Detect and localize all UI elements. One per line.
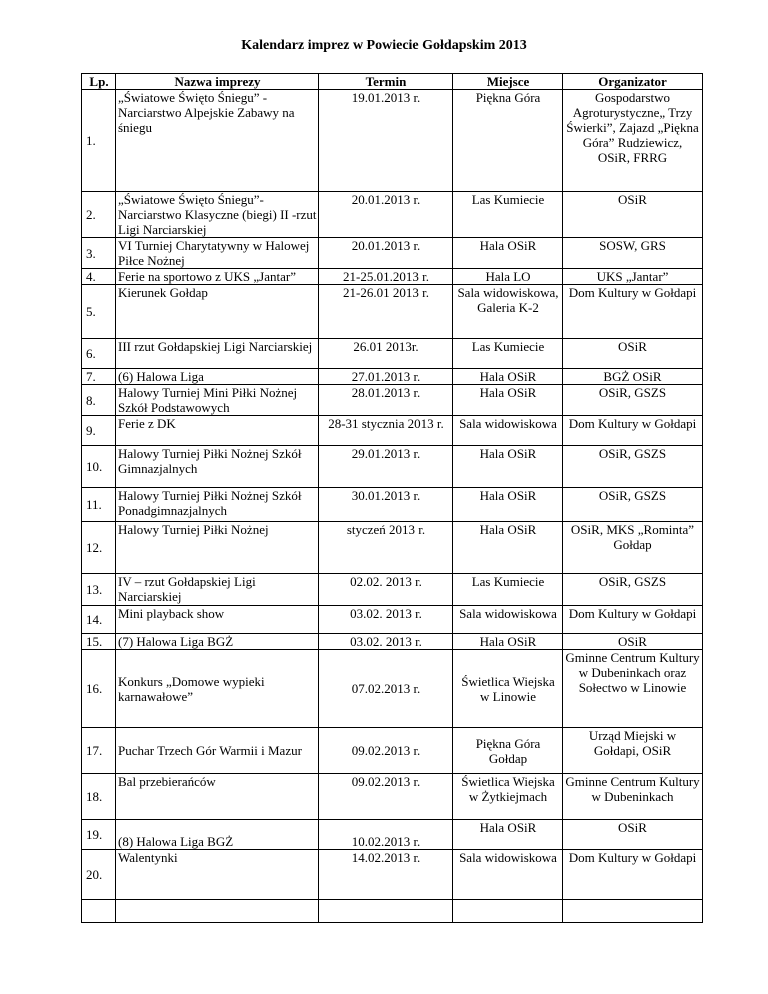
row-number: 16. bbox=[82, 650, 116, 728]
event-name: (8) Halowa Liga BGŻ bbox=[116, 820, 319, 850]
header-name: Nazwa imprezy bbox=[116, 74, 319, 90]
event-organizer: Dom Kultury w Gołdapi bbox=[563, 285, 702, 339]
event-organizer: Gminne Centrum Kultury w Dubeninkach bbox=[563, 774, 702, 820]
row-number: 19. bbox=[82, 820, 116, 850]
table-row bbox=[82, 339, 702, 369]
table-row bbox=[82, 285, 702, 339]
row-number: 5. bbox=[82, 285, 116, 339]
table-row bbox=[82, 446, 702, 488]
row-number: 11. bbox=[82, 488, 116, 522]
header-row bbox=[82, 74, 702, 90]
row-number: 14. bbox=[82, 606, 116, 634]
event-term: 09.02.2013 r. bbox=[319, 728, 453, 774]
event-name: „Światowe Święto Śniegu”- Narciarstwo Klasyczne (biegi) II -rzut Ligi Narciarskiej bbox=[116, 192, 319, 238]
event-name: Ferie na sportowo z UKS „Jantar” bbox=[116, 269, 319, 285]
event-organizer: OSiR, MKS „Rominta” Gołdap bbox=[563, 522, 702, 574]
event-organizer: Dom Kultury w Gołdapi bbox=[563, 606, 702, 634]
event-term: 02.02. 2013 r. bbox=[319, 574, 453, 606]
event-name: „Światowe Święto Śniegu” - Narciarstwo Alpejskie Zabawy na śniegu bbox=[116, 90, 319, 192]
event-term: 14.02.2013 r. bbox=[319, 850, 453, 900]
event-name: Walentynki bbox=[116, 850, 319, 900]
event-organizer: OSiR, GSZS bbox=[563, 574, 702, 606]
event-place: Świetlica Wiejska w Linowie bbox=[453, 650, 563, 728]
event-name: Puchar Trzech Gór Warmii i Mazur bbox=[116, 728, 319, 774]
table-row bbox=[82, 369, 702, 385]
row-number: 13. bbox=[82, 574, 116, 606]
table-row bbox=[82, 192, 702, 238]
event-place: Las Kumiecie bbox=[453, 192, 563, 238]
row-number: 9. bbox=[82, 416, 116, 446]
event-organizer: OSiR bbox=[563, 820, 702, 850]
row-number: 2. bbox=[82, 192, 116, 238]
table-row bbox=[82, 488, 702, 522]
event-term: 20.01.2013 r. bbox=[319, 192, 453, 238]
event-term: 19.01.2013 r. bbox=[319, 90, 453, 192]
table-row bbox=[82, 650, 702, 728]
event-place: Hala OSiR bbox=[453, 369, 563, 385]
event-name: Halowy Turniej Piłki Nożnej bbox=[116, 522, 319, 574]
document-title: Kalendarz imprez w Powiecie Gołdapskim 2013 bbox=[241, 38, 527, 53]
event-term: 03.02. 2013 r. bbox=[319, 634, 453, 650]
header-lp: Lp. bbox=[82, 74, 116, 90]
event-place: Hala LO bbox=[453, 269, 563, 285]
event-place: Sala widowiskowa, Galeria K-2 bbox=[453, 285, 563, 339]
event-place: Hala OSiR bbox=[453, 522, 563, 574]
event-place: Sala widowiskowa bbox=[453, 416, 563, 446]
row-number: 4. bbox=[82, 269, 116, 285]
event-name: (6) Halowa Liga bbox=[116, 369, 319, 385]
event-place: Las Kumiecie bbox=[453, 339, 563, 369]
event-place: Hala OSiR bbox=[453, 488, 563, 522]
event-term: 21-26.01 2013 r. bbox=[319, 285, 453, 339]
event-term: 27.01.2013 r. bbox=[319, 369, 453, 385]
table-row bbox=[82, 416, 702, 446]
table-row bbox=[82, 728, 702, 774]
event-name: Halowy Turniej Mini Piłki Nożnej Szkół Podstawowych bbox=[116, 385, 319, 416]
event-term: 26.01 2013r. bbox=[319, 339, 453, 369]
event-name: Kierunek Gołdap bbox=[116, 285, 319, 339]
event-name: Konkurs „Domowe wypieki karnawałowe” bbox=[116, 650, 319, 728]
event-name: Mini playback show bbox=[116, 606, 319, 634]
column-divider bbox=[318, 73, 319, 923]
event-organizer: OSiR, GSZS bbox=[563, 446, 702, 488]
event-name: (7) Halowa Liga BGŻ bbox=[116, 634, 319, 650]
events-table bbox=[82, 74, 702, 900]
event-organizer: SOSW, GRS bbox=[563, 238, 702, 269]
row-number: 17. bbox=[82, 728, 116, 774]
event-name: Halowy Turniej Piłki Nożnej Szkół Gimnazjalnych bbox=[116, 446, 319, 488]
event-place: Hala OSiR bbox=[453, 238, 563, 269]
event-place: Las Kumiecie bbox=[453, 574, 563, 606]
table-row bbox=[82, 238, 702, 269]
event-organizer: UKS „Jantar” bbox=[563, 269, 702, 285]
row-number: 6. bbox=[82, 339, 116, 369]
row-number: 15. bbox=[82, 634, 116, 650]
row-number: 18. bbox=[82, 774, 116, 820]
event-term: 09.02.2013 r. bbox=[319, 774, 453, 820]
header-place: Miejsce bbox=[453, 74, 563, 90]
header-organizer: Organizator bbox=[563, 74, 702, 90]
event-place: Hala OSiR bbox=[453, 634, 563, 650]
event-term: 28.01.2013 r. bbox=[319, 385, 453, 416]
event-name: IV – rzut Gołdapskiej Ligi Narciarskiej bbox=[116, 574, 319, 606]
event-place: Piękna Góra bbox=[453, 90, 563, 192]
event-organizer: Dom Kultury w Gołdapi bbox=[563, 850, 702, 900]
event-place: Sala widowiskowa bbox=[453, 606, 563, 634]
event-place: Hala OSiR bbox=[453, 446, 563, 488]
event-term: styczeń 2013 r. bbox=[319, 522, 453, 574]
event-organizer: Urząd Miejski w Gołdapi, OSiR bbox=[563, 728, 702, 774]
column-divider bbox=[115, 73, 116, 923]
row-number: 20. bbox=[82, 850, 116, 900]
event-name: Bal przebierańców bbox=[116, 774, 319, 820]
event-organizer: OSiR bbox=[563, 192, 702, 238]
column-divider bbox=[562, 73, 563, 923]
event-organizer: Gminne Centrum Kultury w Dubeninkach oraz Sołectwo w Linowie bbox=[563, 650, 702, 728]
row-number: 10. bbox=[82, 446, 116, 488]
event-place: Piękna Góra Gołdap bbox=[453, 728, 563, 774]
event-term: 20.01.2013 r. bbox=[319, 238, 453, 269]
event-place: Świetlica Wiejska w Żytkiejmach bbox=[453, 774, 563, 820]
event-organizer: OSiR bbox=[563, 634, 702, 650]
event-term: 21-25.01.2013 r. bbox=[319, 269, 453, 285]
row-number: 1. bbox=[82, 90, 116, 192]
table-row bbox=[82, 574, 702, 606]
header-term: Termin bbox=[319, 74, 453, 90]
event-place: Sala widowiskowa bbox=[453, 850, 563, 900]
event-term: 28-31 stycznia 2013 r. bbox=[319, 416, 453, 446]
event-organizer: Gospodarstwo Agroturystyczne„ Trzy Świerki”, Zajazd „Piękna Góra” Rudziewicz, OSiR, FRRG bbox=[563, 90, 702, 192]
row-number: 8. bbox=[82, 385, 116, 416]
table-row bbox=[82, 522, 702, 574]
table-row bbox=[82, 634, 702, 650]
row-number: 12. bbox=[82, 522, 116, 574]
event-name: III rzut Gołdapskiej Ligi Narciarskiej bbox=[116, 339, 319, 369]
event-place: Hala OSiR bbox=[453, 385, 563, 416]
table-row bbox=[82, 820, 702, 850]
event-place: Hala OSiR bbox=[453, 820, 563, 850]
event-term: 07.02.2013 r. bbox=[319, 650, 453, 728]
row-number: 3. bbox=[82, 238, 116, 269]
event-term: 29.01.2013 r. bbox=[319, 446, 453, 488]
table-row bbox=[82, 774, 702, 820]
event-organizer: Dom Kultury w Gołdapi bbox=[563, 416, 702, 446]
event-term: 30.01.2013 r. bbox=[319, 488, 453, 522]
event-term: 03.02. 2013 r. bbox=[319, 606, 453, 634]
event-organizer: OSiR, GSZS bbox=[563, 488, 702, 522]
column-divider bbox=[452, 73, 453, 923]
event-organizer: OSiR bbox=[563, 339, 702, 369]
table-row bbox=[82, 606, 702, 634]
event-organizer: OSiR, GSZS bbox=[563, 385, 702, 416]
event-term: 10.02.2013 r. bbox=[319, 820, 453, 850]
event-name: VI Turniej Charytatywny w Halowej Piłce Nożnej bbox=[116, 238, 319, 269]
table-row bbox=[82, 385, 702, 416]
event-name: Halowy Turniej Piłki Nożnej Szkół Ponadgimnazjalnych bbox=[116, 488, 319, 522]
event-organizer: BGŻ OSiR bbox=[563, 369, 702, 385]
row-number: 7. bbox=[82, 369, 116, 385]
table-row bbox=[82, 269, 702, 285]
table-row bbox=[82, 850, 702, 900]
table-row bbox=[82, 90, 702, 192]
event-name: Ferie z DK bbox=[116, 416, 319, 446]
